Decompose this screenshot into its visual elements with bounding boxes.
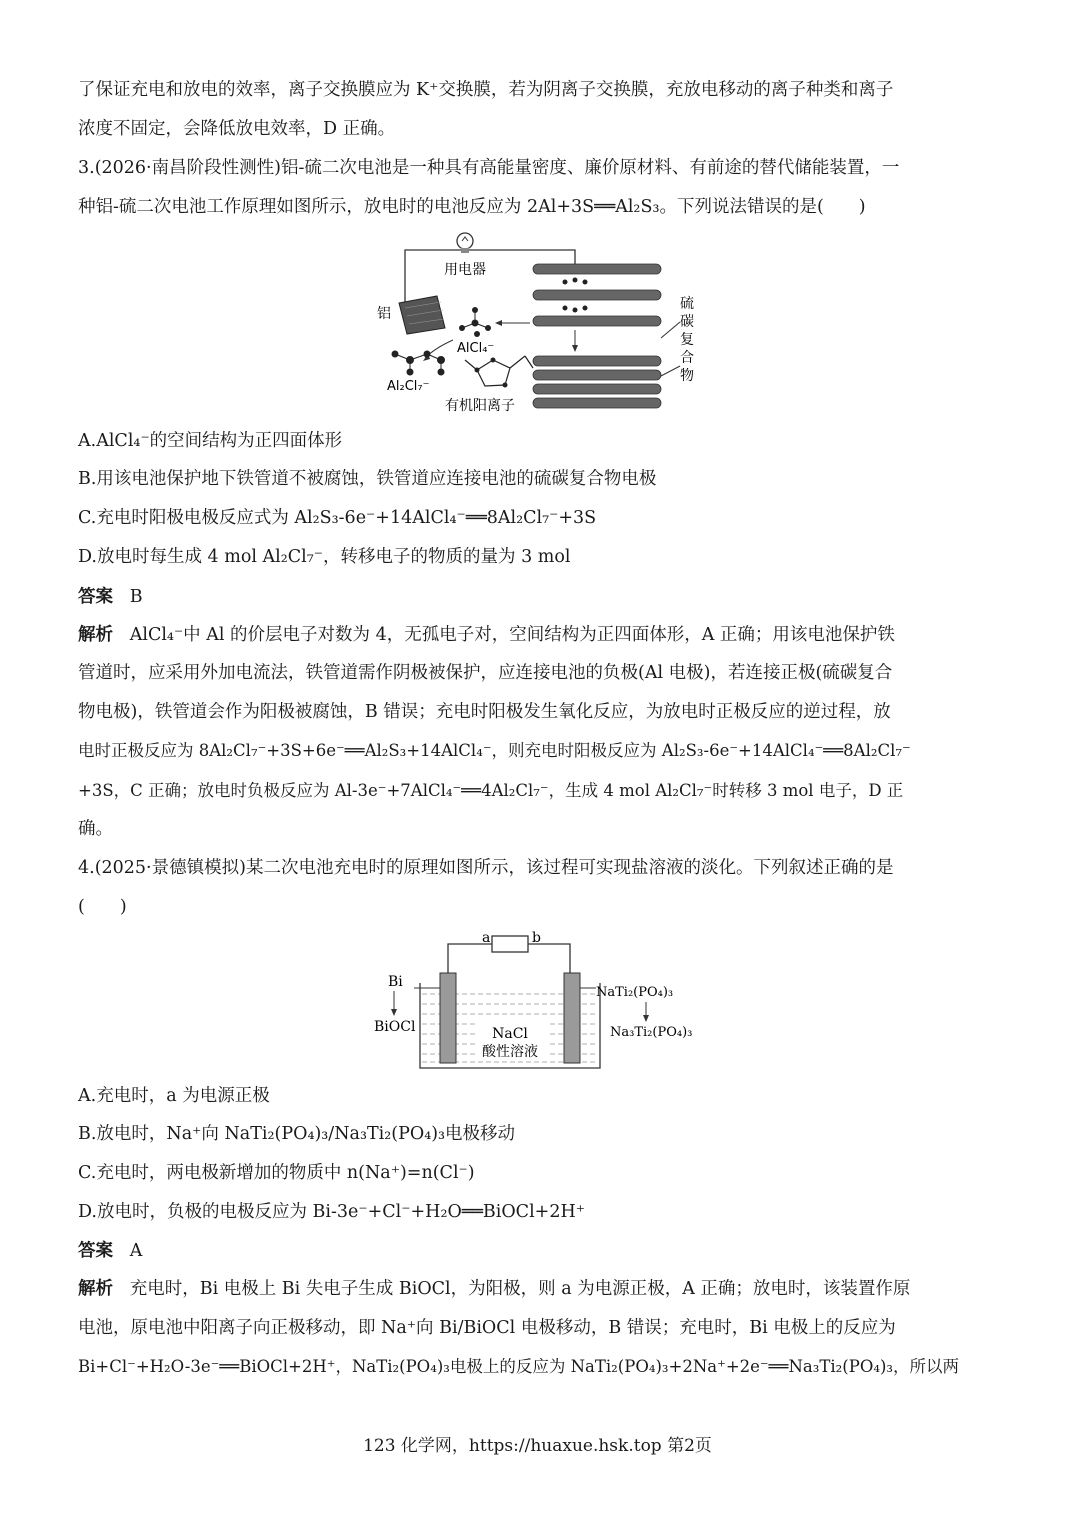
svg-text:复: 复 [680, 332, 694, 348]
nati-electrode [564, 973, 580, 1063]
sulfur-carbon-composite [533, 264, 661, 408]
option-3c: C.充电时阳极电极反应式为 Al₂S₃-6e⁻+14AlCl₄⁻══8Al₂Cl₇⁻+3S [78, 508, 597, 528]
analysis-label: 解析 [78, 625, 113, 645]
page-footer: 123 化学网，https://huaxue.hsk.top 第2页 [363, 1436, 712, 1456]
option-3a: A.AlCl₄⁻的空间结构为正四面体形 [78, 431, 343, 451]
question-4-title: 4.(2025·景德镇模拟)某二次电池充电时的原理如图所示，该过程可实现盐溶液的淡化。下列叙述正确的是 [78, 858, 894, 878]
text-line-1: 了保证充电和放电的效率，离子交换膜应为 K⁺交换膜，若为阴离子交换膜，充放电移动的离子种类和离子 [78, 80, 894, 100]
text-line-2: 浓度不固定，会降低放电效率，D 正确。 [78, 119, 396, 139]
svg-text:物: 物 [680, 368, 694, 384]
svg-text:硫: 硫 [680, 296, 694, 312]
na3ti-label: Na₃Ti₂(PO₄)₃ [610, 1025, 693, 1040]
alcl4-molecule [459, 307, 491, 337]
nati-label: NaTi₂(PO₄)₃ [596, 985, 674, 1000]
answer-3 [78, 584, 995, 610]
analysis-3-line-2: 管道时，应采用外加电流法，铁管道需作阴极被保护，应连接电池的负极(Al 电极)，若连接正极(硫碳复合 [78, 663, 893, 683]
analysis-4-line-3: Bi+Cl⁻+H₂O-3e⁻══BiOCl+2H⁺，NaTi₂(PO₄)₃电极上的反应为 NaTi₂(PO₄)₃+2Na⁺+2e⁻══Na₃Ti₂(PO₄)₃，所以两 [78, 1357, 960, 1376]
question-3-title-cont: 种铝-硫二次电池工作原理如图所示，放电时的电池反应为 2Al+3S══Al₂S₃。下列说法错误的是( ) [78, 197, 866, 217]
option-4c: C.充电时，两电极新增加的物质中 n(Na⁺)=n(Cl⁻) [78, 1163, 475, 1183]
analysis-3-line-3: 物电极)，铁管道会作为阳极被腐蚀，B 错误；充电时阳极发生氧化反应，为放电时正极反应的逆过程，放 [78, 702, 891, 722]
bi-label: Bi [388, 974, 403, 990]
option-3d: D.放电时每生成 4 mol Al₂Cl₇⁻，转移电子的物质的量为 3 mol [78, 547, 571, 567]
acid-label: 酸性溶液 [482, 1044, 538, 1060]
answer-value: B [129, 587, 143, 607]
option-4d: D.放电时，负极的电极反应为 Bi-3e⁻+Cl⁻+H₂O══BiOCl+2H⁺ [78, 1202, 585, 1222]
device-label: 用电器 [444, 262, 486, 278]
answer-4 [78, 1238, 995, 1264]
analysis-4-line-2: 电池，原电池中阳离子向正极移动，即 Na⁺向 Bi/BiOCl 电极移动，B 错误；充电时，Bi 电极上的反应为 [78, 1318, 896, 1338]
aluminum-label: 铝 [377, 306, 391, 322]
question-4-title-cont: ( ) [78, 897, 127, 917]
bi-cell-diagram [370, 928, 710, 1073]
composite-label [680, 296, 694, 384]
analysis-label: 解析 [78, 1279, 113, 1299]
cation-label: 有机阳离子 [445, 398, 515, 414]
al-s-battery-diagram [365, 228, 705, 418]
bi-electrode [440, 973, 456, 1063]
question-3-title: 3.(2026·南昌阶段性测性)铝-硫二次电池是一种具有高能量密度、廉价原材料、有前途的替代储能装置，一 [78, 158, 900, 178]
option-3b: B.用该电池保护地下铁管道不被腐蚀，铁管道应连接电池的硫碳复合物电极 [78, 469, 657, 489]
analysis-3-line-6: 确。 [78, 819, 113, 839]
label-b: b [532, 930, 541, 946]
al2cl7-label: Al₂Cl₇⁻ [387, 379, 430, 394]
alcl4-label: AlCl₄⁻ [457, 341, 495, 356]
biocl-label: BiOCl [374, 1019, 416, 1035]
answer-label: 答案 [78, 1241, 113, 1261]
answer-label: 答案 [78, 587, 113, 607]
power-source [492, 936, 528, 952]
analysis-3-line-4: 电时正极反应为 8Al₂Cl₇⁻+3S+6e⁻══Al₂S₃+14AlCl₄⁻，则充电时阳极反应为 Al₂S₃-6e⁻+14AlCl₄⁻══8Al₂Cl₇⁻ [78, 741, 911, 760]
option-4b: B.放电时，Na⁺向 NaTi₂(PO₄)₃/Na₃Ti₂(PO₄)₃电极移动 [78, 1124, 516, 1144]
label-a: a [482, 930, 491, 946]
nacl-label: NaCl [492, 1026, 528, 1042]
answer-value: A [129, 1241, 143, 1261]
svg-text:合: 合 [680, 350, 694, 366]
analysis-4-line-1: 解析 充电时，Bi 电极上 Bi 失电子生成 BiOCl，为阳极，则 a 为电源正极，A 正确；放电时，该装置作原 [78, 1279, 911, 1299]
al2cl7-molecule [392, 351, 445, 375]
svg-text:碳: 碳 [680, 314, 694, 330]
analysis-3-line-1: 解析 AlCl₄⁻中 Al 的价层电子对数为 4，无孤电子对，空间结构为正四面体形，A 正确；用该电池保护铁 [78, 625, 895, 645]
analysis-3-line-5: +3S，C 正确；放电时负极反应为 Al-3e⁻+7AlCl₄⁻══4Al₂Cl₇⁻，生成 4 mol Al₂Cl₇⁻时转移 3 mol 电子，D 正 [78, 781, 904, 800]
option-4a: A.充电时，a 为电源正极 [78, 1086, 270, 1106]
aluminum-electrode [399, 296, 445, 334]
